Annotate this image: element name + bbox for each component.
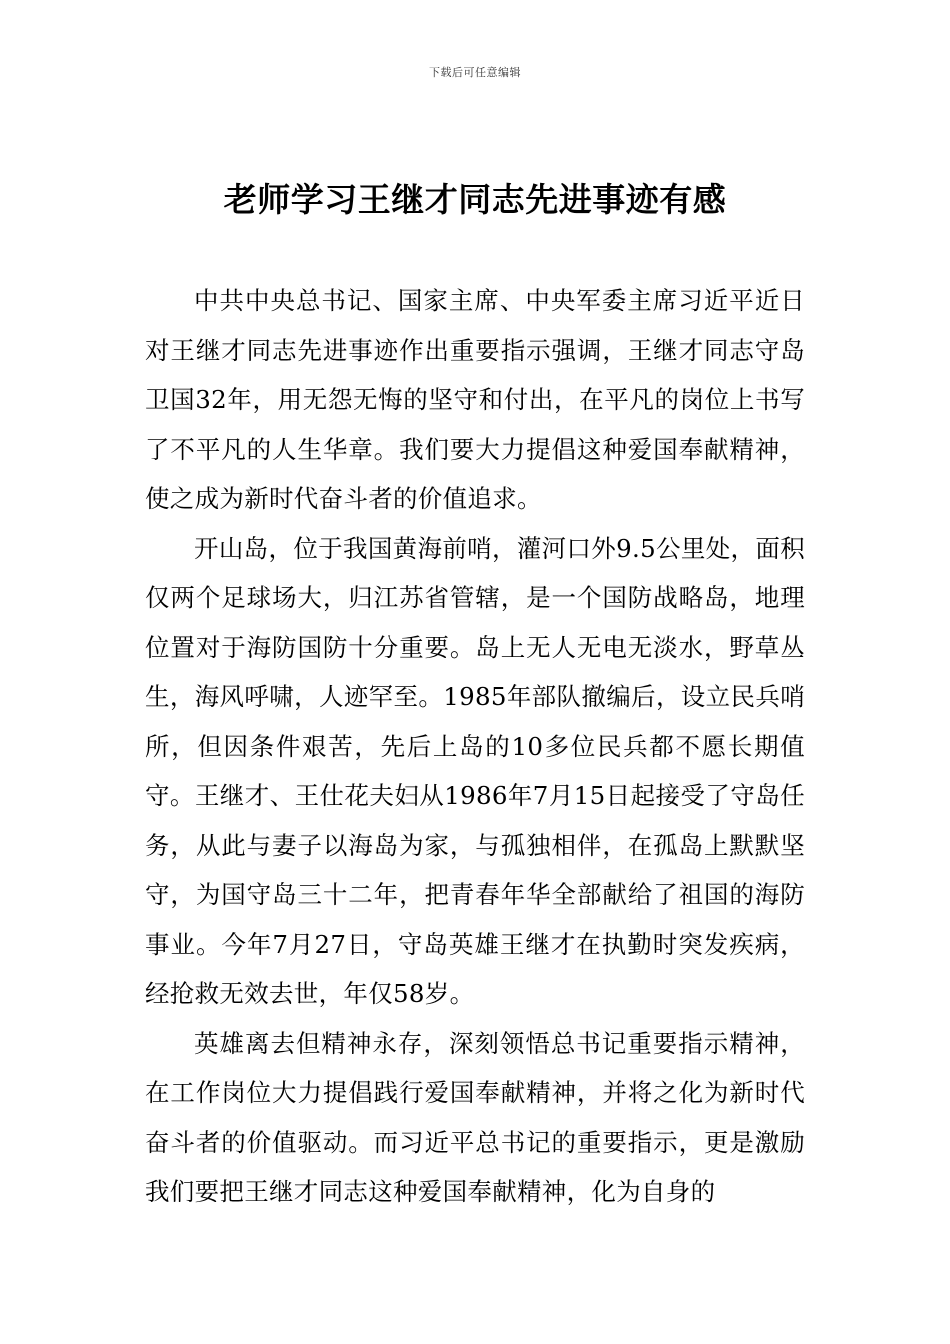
paragraph: 开山岛，位于我国黄海前哨，灌河口外9.5公里处，面积仅两个足球场大，归江苏省管辖，是一个国防战略岛，地理位置对于海防国防十分重要。岛上无人无电无淡水，野草丛生，海风呼啸，人迹罕至。1985年部队撤编后，设立民兵哨所，但因条件艰苦，先后上岛的10多位民兵都不愿长期值守。王继才、王仕花夫妇从1986年7月15日起接受了守岛任务，从此与妻子以海岛为家，与孤独相伴，在孤岛上默默坚守，为国守岛三十二年，把青春年华全部献给了祖国的海防事业。今年7月27日，守岛英雄王继才在执勤时突发疾病，经抢救无效去世，年仅58岁。 — [145, 533, 805, 1008]
header-note: 下载后可任意编辑 — [429, 66, 521, 79]
document-title: 老师学习王继才同志先进事迹有感 — [223, 180, 727, 219]
paragraph: 中共中央总书记、国家主席、中央军委主席习近平近日对王继才同志先进事迹作出重要指示强调，王继才同志守岛卫国32年，用无怨无悔的坚守和付出，在平凡的岗位上书写了不平凡的人生华章。我们要大力提倡这种爱国奉献精神，使之成为新时代奋斗者的价值追求。 — [145, 286, 805, 513]
paragraph: 英雄离去但精神永存，深刻领悟总书记重要指示精神，在工作岗位大力提倡践行爱国奉献精神，并将之化为新时代奋斗者的价值驱动。而习近平总书记的重要指示，更是激励我们要把王继才同志这种爱国奉献精神，化为自身的 — [145, 1028, 805, 1206]
document-body — [145, 276, 805, 1217]
